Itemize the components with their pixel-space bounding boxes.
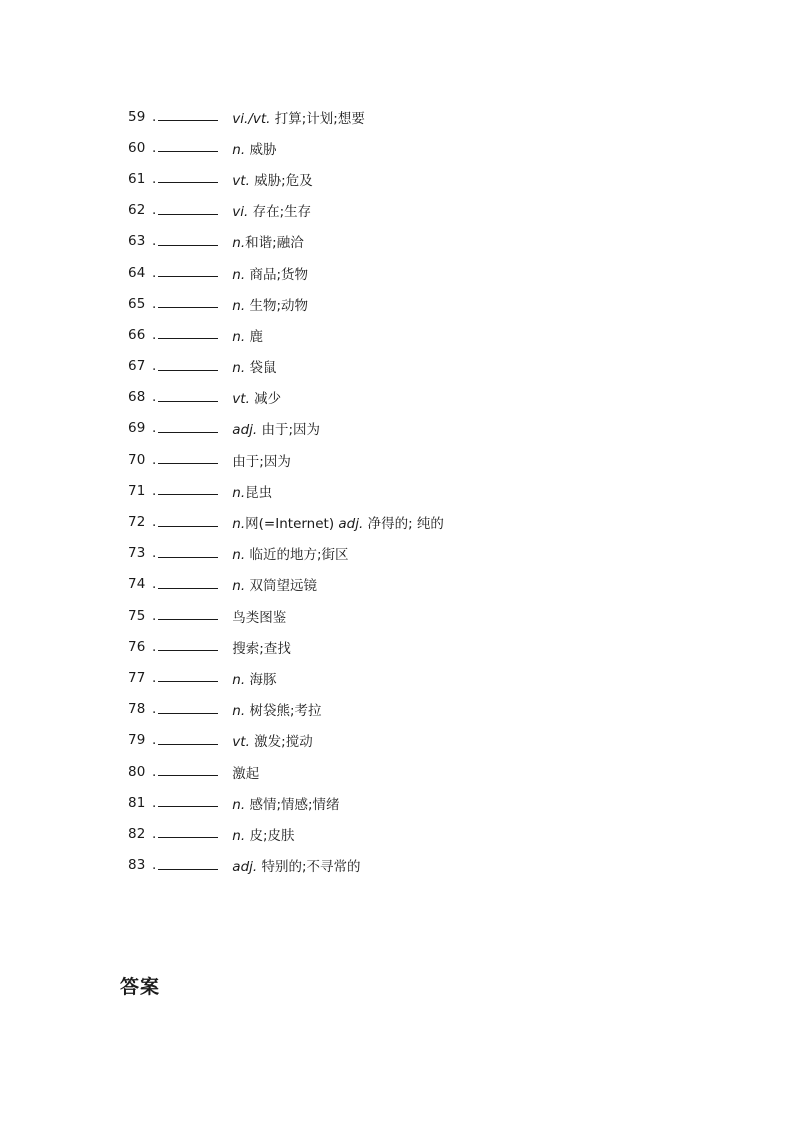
meaning-text: 感情;情感;情绪 bbox=[245, 796, 340, 813]
item-definition bbox=[232, 481, 272, 501]
item-definition bbox=[232, 231, 303, 251]
meaning-text: 和谐;融洽 bbox=[245, 235, 304, 252]
part-of-speech: n. bbox=[232, 827, 246, 844]
answer-blank[interactable] bbox=[158, 576, 218, 589]
item-number-dot: . bbox=[152, 170, 157, 187]
list-item bbox=[128, 288, 688, 319]
list-item bbox=[128, 506, 688, 537]
answer-blank[interactable] bbox=[158, 701, 218, 714]
item-number-dot: . bbox=[152, 326, 157, 343]
meaning-text: 商品;货物 bbox=[245, 266, 308, 283]
item-number-dot: . bbox=[152, 607, 157, 624]
list-item bbox=[128, 600, 688, 631]
answer-blank[interactable] bbox=[158, 420, 218, 433]
item-number-dot: . bbox=[152, 701, 157, 718]
part-of-speech: n. bbox=[232, 796, 246, 813]
meaning-text: 皮;皮肤 bbox=[245, 827, 295, 844]
meaning-text: 搜索;查找 bbox=[232, 640, 291, 657]
answer-blank[interactable] bbox=[158, 545, 218, 558]
answer-blank[interactable] bbox=[158, 669, 218, 682]
list-item bbox=[128, 132, 688, 163]
item-number: 66 bbox=[128, 326, 146, 343]
item-number: 68 bbox=[128, 389, 146, 406]
item-number-dot: . bbox=[152, 638, 157, 655]
item-number: 69 bbox=[128, 420, 146, 437]
item-number: 63 bbox=[128, 233, 146, 250]
item-number-dot: . bbox=[152, 763, 157, 780]
meaning-text: 威胁;危及 bbox=[249, 172, 313, 189]
meaning-text: 净得的; 纯的 bbox=[363, 516, 444, 533]
list-item bbox=[128, 538, 688, 569]
meaning-text: 减少 bbox=[249, 391, 282, 408]
item-number-dot: . bbox=[152, 514, 157, 531]
part-of-speech: n. bbox=[232, 578, 246, 595]
list-item bbox=[128, 662, 688, 693]
item-number: 74 bbox=[128, 576, 146, 593]
answer-blank[interactable] bbox=[158, 170, 218, 183]
item-number-dot: . bbox=[152, 139, 157, 156]
meaning-text: 由于;因为 bbox=[257, 422, 321, 439]
list-item bbox=[128, 101, 688, 132]
part-of-speech: n. bbox=[232, 484, 246, 501]
list-item bbox=[128, 631, 688, 662]
item-number-dot: . bbox=[152, 545, 157, 562]
part-of-speech: n. bbox=[232, 547, 246, 564]
answer-blank[interactable] bbox=[158, 794, 218, 807]
meaning-text: 昆虫 bbox=[245, 484, 273, 501]
answer-blank[interactable] bbox=[158, 763, 218, 776]
item-number-dot: . bbox=[152, 420, 157, 437]
item-number: 76 bbox=[128, 638, 146, 655]
list-item bbox=[128, 444, 688, 475]
item-number: 71 bbox=[128, 482, 146, 499]
item-number-dot: . bbox=[152, 202, 157, 219]
part-of-speech: n. bbox=[232, 266, 246, 283]
list-item bbox=[128, 787, 688, 818]
item-definition bbox=[232, 668, 276, 688]
part-of-speech: vi./vt. bbox=[232, 110, 271, 127]
part-of-speech: n. bbox=[232, 328, 246, 345]
item-number: 59 bbox=[128, 108, 146, 125]
list-item bbox=[128, 382, 688, 413]
list-item bbox=[128, 351, 688, 382]
part-of-speech: n. bbox=[232, 141, 246, 158]
part-of-speech: vt. bbox=[232, 734, 250, 751]
meaning-text: 袋鼠 bbox=[245, 360, 277, 377]
answer-heading: 答案 bbox=[120, 976, 161, 998]
answer-blank[interactable] bbox=[158, 451, 218, 464]
item-definition bbox=[232, 637, 291, 657]
item-number: 81 bbox=[128, 794, 146, 811]
item-definition bbox=[232, 387, 281, 407]
item-definition bbox=[232, 325, 263, 345]
answer-blank[interactable] bbox=[158, 607, 218, 620]
part-of-speech: n. bbox=[232, 516, 246, 533]
part-of-speech: n. bbox=[232, 703, 246, 720]
part-of-speech: n. bbox=[232, 360, 246, 377]
item-number-dot: . bbox=[152, 389, 157, 406]
item-definition bbox=[232, 294, 308, 314]
item-definition bbox=[232, 699, 321, 719]
answer-blank[interactable] bbox=[158, 638, 218, 651]
part-of-speech: vi. bbox=[232, 204, 249, 221]
item-number: 79 bbox=[128, 732, 146, 749]
item-definition bbox=[232, 762, 259, 782]
item-definition bbox=[232, 730, 312, 750]
list-item bbox=[128, 163, 688, 194]
meaning-text: 双筒望远镜 bbox=[245, 578, 317, 595]
list-item bbox=[128, 569, 688, 600]
item-number: 75 bbox=[128, 607, 146, 624]
item-number-dot: . bbox=[152, 358, 157, 375]
meaning-text: 激发;搅动 bbox=[249, 734, 313, 751]
item-number: 83 bbox=[128, 857, 146, 874]
part-of-speech: n. bbox=[232, 671, 246, 688]
item-definition bbox=[232, 824, 294, 844]
answer-blank[interactable] bbox=[158, 202, 218, 215]
list-item bbox=[128, 694, 688, 725]
answer-blank[interactable] bbox=[158, 482, 218, 495]
part-of-speech: adj. bbox=[338, 516, 364, 533]
part-of-speech: adj. bbox=[232, 422, 258, 439]
list-item bbox=[128, 319, 688, 350]
list-item bbox=[128, 257, 688, 288]
answer-blank[interactable] bbox=[158, 326, 218, 339]
meaning-text: 打算;计划;想要 bbox=[270, 110, 365, 127]
item-definition bbox=[232, 356, 276, 376]
item-number-dot: . bbox=[152, 451, 157, 468]
answer-blank[interactable] bbox=[158, 514, 218, 527]
item-number-dot: . bbox=[152, 794, 157, 811]
list-item bbox=[128, 413, 688, 444]
list-item bbox=[128, 226, 688, 257]
answer-blank[interactable] bbox=[158, 233, 218, 246]
item-number-dot: . bbox=[152, 857, 157, 874]
item-definition bbox=[232, 512, 444, 532]
item-number: 64 bbox=[128, 264, 146, 281]
meaning-text: 网(=Internet) bbox=[245, 516, 339, 533]
list-item bbox=[128, 195, 688, 226]
answer-blank[interactable] bbox=[158, 264, 218, 277]
item-number: 62 bbox=[128, 202, 146, 219]
answer-blank[interactable] bbox=[158, 108, 218, 121]
item-number: 77 bbox=[128, 669, 146, 686]
list-item bbox=[128, 818, 688, 849]
item-definition bbox=[232, 263, 308, 283]
part-of-speech: vt. bbox=[232, 172, 250, 189]
item-number: 73 bbox=[128, 545, 146, 562]
item-number-dot: . bbox=[152, 295, 157, 312]
item-number-dot: . bbox=[152, 732, 157, 749]
list-item bbox=[128, 850, 688, 881]
item-number-dot: . bbox=[152, 264, 157, 281]
part-of-speech: vt. bbox=[232, 391, 250, 408]
item-number: 67 bbox=[128, 358, 146, 375]
item-number: 60 bbox=[128, 139, 146, 156]
meaning-text: 威胁 bbox=[245, 141, 277, 158]
item-number-dot: . bbox=[152, 576, 157, 593]
list-item bbox=[128, 756, 688, 787]
answer-blank[interactable] bbox=[158, 732, 218, 745]
list-item bbox=[128, 725, 688, 756]
answer-blank[interactable] bbox=[158, 389, 218, 402]
item-definition bbox=[232, 418, 320, 438]
answer-blank[interactable] bbox=[158, 825, 218, 838]
answer-blank[interactable] bbox=[158, 857, 218, 870]
item-definition bbox=[232, 450, 291, 470]
item-number-dot: . bbox=[152, 482, 157, 499]
item-number: 65 bbox=[128, 295, 146, 312]
vocabulary-list bbox=[128, 101, 688, 881]
item-definition bbox=[232, 107, 365, 127]
item-number-dot: . bbox=[152, 669, 157, 686]
item-number-dot: . bbox=[152, 233, 157, 250]
meaning-text: 存在;生存 bbox=[248, 204, 312, 221]
item-number-dot: . bbox=[152, 825, 157, 842]
item-number: 80 bbox=[128, 763, 146, 780]
list-item bbox=[128, 475, 688, 506]
item-definition bbox=[232, 200, 311, 220]
item-definition bbox=[232, 855, 360, 875]
meaning-text: 树袋熊;考拉 bbox=[245, 703, 322, 720]
meaning-text: 临近的地方;街区 bbox=[245, 547, 349, 564]
part-of-speech: adj. bbox=[232, 859, 258, 876]
item-definition bbox=[232, 574, 317, 594]
item-number: 61 bbox=[128, 170, 146, 187]
meaning-text: 特别的;不寻常的 bbox=[257, 859, 361, 876]
answer-blank[interactable] bbox=[158, 295, 218, 308]
item-number-dot: . bbox=[152, 108, 157, 125]
meaning-text: 激起 bbox=[232, 765, 260, 782]
item-number: 70 bbox=[128, 451, 146, 468]
meaning-text: 海豚 bbox=[245, 671, 277, 688]
meaning-text: 鸟类图鉴 bbox=[232, 609, 287, 626]
item-definition bbox=[232, 169, 312, 189]
item-number: 78 bbox=[128, 701, 146, 718]
item-number: 72 bbox=[128, 514, 146, 531]
item-definition bbox=[232, 606, 286, 626]
part-of-speech: n. bbox=[232, 297, 246, 314]
item-definition bbox=[232, 138, 276, 158]
answer-blank[interactable] bbox=[158, 139, 218, 152]
answer-blank[interactable] bbox=[158, 358, 218, 371]
part-of-speech: n. bbox=[232, 235, 246, 252]
item-number: 82 bbox=[128, 825, 146, 842]
meaning-text: 由于;因为 bbox=[232, 453, 291, 470]
meaning-text: 鹿 bbox=[245, 328, 263, 345]
item-definition bbox=[232, 793, 339, 813]
item-definition bbox=[232, 543, 348, 563]
meaning-text: 生物;动物 bbox=[245, 297, 308, 314]
